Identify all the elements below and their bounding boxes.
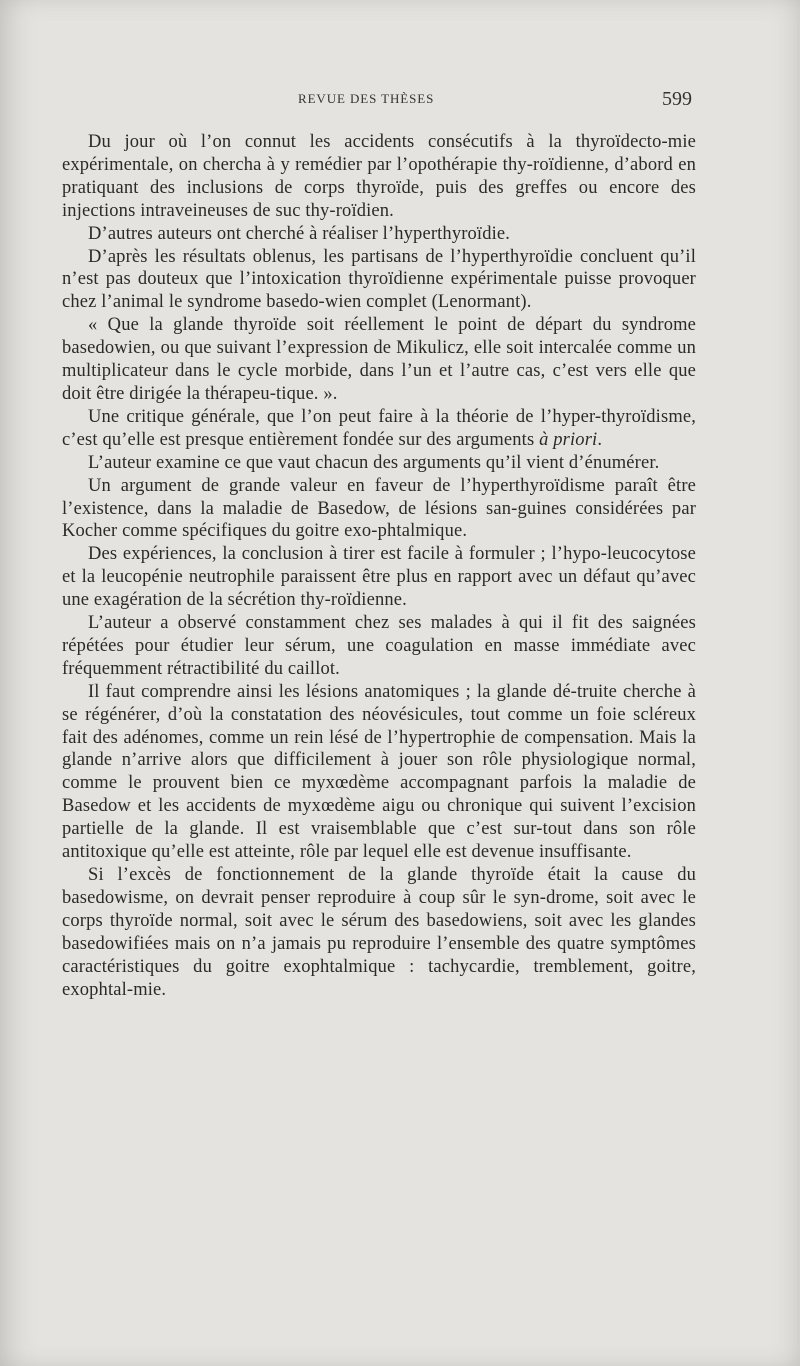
paragraph: L’auteur examine ce que vaut chacun des arguments qu’il vient d’énumérer. — [88, 452, 660, 473]
paragraph: Si l’excès de fonctionnement de la glande thyroïde était la cause du basedowisme, on devrait penser reproduire à coup sûr le syn-drome, soit avec le corps thyroïde normal, soit avec le sérum des basedowiens, soit avec les glandes basedowifiées mais on n’a jamais pu reproduire l’ensemble des quatre symptômes caractéristiques du goitre exophtalmique : tachycardie, tremblement, goitre, exophtal-mie. — [62, 865, 696, 1000]
paragraph: L’auteur a observé constamment chez ses malades à qui il fit des saignées répétées pour étudier leur sérum, une coagulation en masse immédiate avec fréquemment rétractibilité du caillot. — [62, 613, 696, 679]
paragraph: D’après les résultats oblenus, les partisans de l’hyperthyroïdie concluent qu’il n’est pas douteux que l’intoxication thyroïdienne expérimentale puisse provoquer chez l’animal le syndrome basedo-wien complet (Lenormant). — [62, 246, 696, 313]
paragraph: Un argument de grande valeur en faveur de l’hyperthyroïdisme paraît être l’existence, dans la maladie de Basedow, de lésions san-guines considérées par Kocher comme spécifiques du goitre exo-phtalmique. — [62, 475, 696, 542]
page-header — [0, 88, 800, 118]
page-number: 599 — [662, 88, 692, 110]
paragraph: Une critique générale, que l’on peut faire à la théorie de l’hyper-thyroïdisme, c’est qu’elle est presque entièrement fondée sur des arguments à priori. — [62, 406, 696, 450]
paragraph: Il faut comprendre ainsi les lésions anatomiques ; la glande dé-truite cherche à se régénérer, d’où la constatation des néovésicules, tout comme un foie scléreux fait des adénomes, comme un rein lésé de l’hypertrophie de compensation. Mais la glande n’arrive alors que difficilement à jouer son rôle physiologique normal, comme le prouvent bien ce myxœdème accompagnant parfois la maladie de Basedow et les accidents de myxœdème aigu ou chronique qui suivent l’excision partielle de la glande. Il est vraisemblable que c’est sur-tout dans son rôle antitoxique qu’elle est atteinte, rôle par lequel elle est devenue insuffisante. — [62, 681, 696, 863]
paragraph: « Que la glande thyroïde soit réellement le point de départ du syndrome basedowien, ou que suivant l’expression de Mikulicz, elle soit intercalée comme un multiplicateur dans le cycle morbide, dans l’un et l’autre cas, c’est vers elle que doit être dirigée la thérapeu-tique. ». — [62, 315, 696, 404]
paragraph: Des expériences, la conclusion à tirer est facile à formuler ; l’hypo-leucocytose et la leucopénie neutrophile paraissent être plus en rapport avec un défaut qu’avec une exagération de la sécrétion thy-roïdienne. — [62, 544, 696, 611]
paragraph: Du jour où l’on connut les accidents consécutifs à la thyroïdecto-mie expérimentale, on chercha à y remédier par l’opothérapie thy-roïdienne, d’abord en pratiquant des inclusions de corps thyroïde, puis des greffes ou encore des injections intraveineuses de suc thy-roïdien. — [62, 132, 696, 221]
paragraph: D’autres auteurs ont cherché à réaliser l’hyperthyroïdie. — [88, 223, 511, 244]
running-title: REVUE DES THÈSES — [298, 91, 435, 106]
body-text — [62, 131, 696, 1001]
italic-phrase: à priori — [539, 429, 598, 450]
